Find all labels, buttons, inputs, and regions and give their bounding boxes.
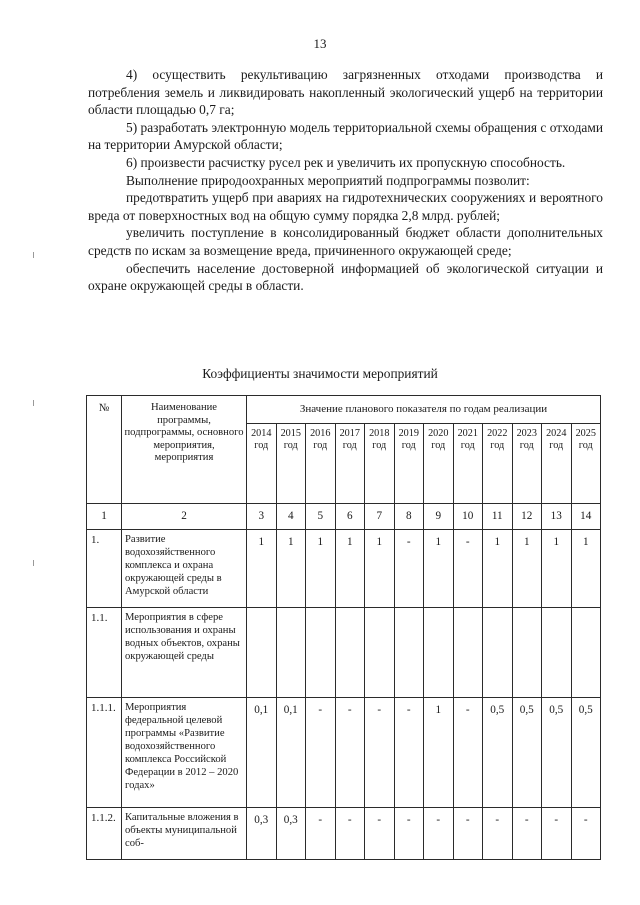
row-value: - bbox=[306, 698, 336, 808]
row-value: 0,3 bbox=[247, 808, 277, 860]
row-value bbox=[247, 608, 277, 698]
row-value: - bbox=[512, 808, 542, 860]
row-value: 0,1 bbox=[276, 698, 306, 808]
row-name: Капитальные вложения в объекты муниципальной соб- bbox=[122, 808, 247, 860]
row-value: - bbox=[335, 698, 365, 808]
column-number: 5 bbox=[306, 504, 336, 530]
row-value bbox=[571, 608, 601, 698]
header-year: 2024 год bbox=[542, 424, 572, 504]
row-value: 1 bbox=[424, 530, 454, 608]
row-value: - bbox=[453, 698, 483, 808]
row-value: 0,5 bbox=[542, 698, 572, 808]
column-number: 4 bbox=[276, 504, 306, 530]
row-value: 1 bbox=[512, 530, 542, 608]
header-year: 2022 год bbox=[483, 424, 513, 504]
table-row bbox=[87, 530, 601, 608]
row-name: Развитие водохозяйственного комплекса и охрана окружающей среды в Амурской области bbox=[122, 530, 247, 608]
paragraph: увеличить поступление в консолидированный бюджет области дополнительных средств по искам за возмещение вреда, причиненного окружающей среде; bbox=[88, 225, 603, 258]
paragraph: 5) разработать электронную модель территориальной схемы обращения с отходами на территории Амурской области; bbox=[88, 119, 603, 153]
row-value: 0,5 bbox=[512, 698, 542, 808]
row-value: - bbox=[483, 808, 513, 860]
row-value bbox=[512, 608, 542, 698]
column-number: 8 bbox=[394, 504, 424, 530]
row-value bbox=[453, 608, 483, 698]
row-value bbox=[365, 608, 395, 698]
header-year: 2016 год bbox=[306, 424, 336, 504]
header-year: 2023 год bbox=[512, 424, 542, 504]
scan-mark bbox=[33, 560, 34, 566]
table-header-row bbox=[87, 396, 601, 424]
row-value: - bbox=[365, 808, 395, 860]
header-number: № bbox=[87, 396, 122, 504]
measures-table bbox=[86, 395, 601, 860]
row-value bbox=[335, 608, 365, 698]
row-value bbox=[483, 608, 513, 698]
row-name: Мероприятия в сфере использования и охраны водных объектов, охраны окружающей среды bbox=[122, 608, 247, 698]
column-number: 3 bbox=[247, 504, 277, 530]
row-number: 1.1.1. bbox=[87, 698, 122, 808]
header-year: 2025 год bbox=[571, 424, 601, 504]
body-text bbox=[88, 66, 603, 295]
row-value: 1 bbox=[571, 530, 601, 608]
row-value: 0,5 bbox=[483, 698, 513, 808]
row-value bbox=[542, 608, 572, 698]
row-number: 1.1. bbox=[87, 608, 122, 698]
scan-mark bbox=[33, 400, 34, 406]
header-year: 2015 год bbox=[276, 424, 306, 504]
row-value: 0,3 bbox=[276, 808, 306, 860]
row-value: 1 bbox=[247, 530, 277, 608]
row-value: - bbox=[394, 530, 424, 608]
column-number: 13 bbox=[542, 504, 572, 530]
column-number: 9 bbox=[424, 504, 454, 530]
row-value: - bbox=[394, 808, 424, 860]
column-number: 1 bbox=[87, 504, 122, 530]
header-year: 2020 год bbox=[424, 424, 454, 504]
header-planned-values: Значение планового показателя по годам реализации bbox=[247, 396, 601, 424]
row-value: - bbox=[335, 808, 365, 860]
header-year: 2019 год bbox=[394, 424, 424, 504]
paragraph: 6) произвести расчистку русел рек и увеличить их пропускную способность. bbox=[126, 154, 566, 170]
paragraph: 4) осуществить рекультивацию загрязненных отходами производства и потребления земель и ликвидировать накопленный экологический ущерб на территории области площадью 0,7 га; bbox=[88, 67, 603, 118]
row-value: - bbox=[571, 808, 601, 860]
row-value: 1 bbox=[542, 530, 572, 608]
row-value: 0,1 bbox=[247, 698, 277, 808]
header-year: 2018 год bbox=[365, 424, 395, 504]
paragraph: Выполнение природоохранных мероприятий подпрограммы позволит: bbox=[126, 172, 530, 188]
row-number: 1.1.2. bbox=[87, 808, 122, 860]
row-value: - bbox=[453, 808, 483, 860]
row-value: - bbox=[424, 808, 454, 860]
column-number-row bbox=[87, 504, 601, 530]
row-value: 1 bbox=[276, 530, 306, 608]
table-row bbox=[87, 608, 601, 698]
table-row bbox=[87, 808, 601, 860]
paragraph: предотвратить ущерб при авариях на гидротехнических сооружениях и вероятного вреда от поверхностных вод на общую сумму порядка 2,8 млрд. рублей; bbox=[88, 190, 603, 223]
row-value: 1 bbox=[306, 530, 336, 608]
row-value: - bbox=[365, 698, 395, 808]
row-value: - bbox=[394, 698, 424, 808]
row-value: 1 bbox=[335, 530, 365, 608]
row-value: 0,5 bbox=[571, 698, 601, 808]
row-value: 1 bbox=[424, 698, 454, 808]
header-year: 2017 год bbox=[335, 424, 365, 504]
column-number: 11 bbox=[483, 504, 513, 530]
row-number: 1. bbox=[87, 530, 122, 608]
table-caption: Коэффициенты значимости мероприятий bbox=[202, 366, 438, 381]
row-value bbox=[306, 608, 336, 698]
scan-mark bbox=[33, 252, 34, 258]
row-value: - bbox=[306, 808, 336, 860]
table-row bbox=[87, 698, 601, 808]
column-number: 7 bbox=[365, 504, 395, 530]
row-value bbox=[276, 608, 306, 698]
column-number: 6 bbox=[335, 504, 365, 530]
row-value bbox=[394, 608, 424, 698]
paragraph: обеспечить население достоверной информацией об экологической ситуации и охране окружающей среды в области. bbox=[88, 260, 603, 294]
header-year: 2014 год bbox=[247, 424, 277, 504]
column-number: 2 bbox=[122, 504, 247, 530]
column-number: 12 bbox=[512, 504, 542, 530]
header-name: Наименование программы, подпрограммы, основного мероприятия, мероприятия bbox=[122, 396, 247, 504]
column-number: 14 bbox=[571, 504, 601, 530]
row-value: 1 bbox=[483, 530, 513, 608]
row-value: - bbox=[542, 808, 572, 860]
column-number: 10 bbox=[453, 504, 483, 530]
row-value: 1 bbox=[365, 530, 395, 608]
header-year: 2021 год bbox=[453, 424, 483, 504]
row-value bbox=[424, 608, 454, 698]
row-name: Мероприятия федеральной целевой программы «Развитие водохозяйственного комплекса Российской Федерации в 2012 – 2020 годах» bbox=[122, 698, 247, 808]
page-number: 13 bbox=[313, 36, 327, 51]
row-value: - bbox=[453, 530, 483, 608]
